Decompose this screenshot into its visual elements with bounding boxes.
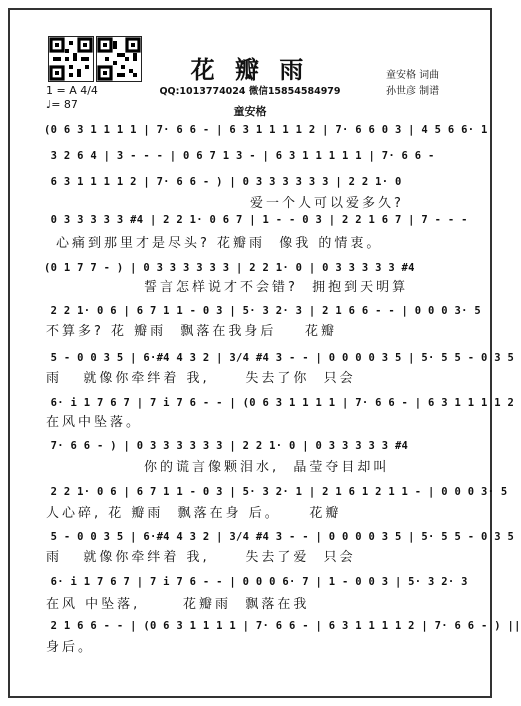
tempo-marking: ♩= 87 — [46, 98, 78, 111]
notation-line: 6· i 1 7 6 7 | 7 i 7 6 - - | 0 0 0 6· 7 | 1 - 0 0 3 | 5· 3 2· 3 — [44, 576, 468, 588]
lyricist-credit: 童安格 词曲 — [386, 70, 440, 81]
lyric-line: 身后。 — [46, 640, 95, 655]
lyric-line: 在风中坠落。 — [46, 415, 143, 430]
lyric-line: 不算多? 花 瓣雨 飘落在我身后 花瓣 — [46, 324, 337, 339]
notation-line: 2 2 1· 0 6 | 6 7 1 1 - 0 3 | 5· 3 2· 1 | 2 1 6 1 2 1 1 - | 0 0 0 3· 5 — [44, 486, 508, 498]
notation-line: 6· i 1 7 6 7 | 7 i 7 6 - - | (0 6 3 1 1 1 1 | 7· 6 6 - | 6 3 1 1 1 1 2 — [44, 397, 515, 409]
notation-line: (0 1 7 7 - ) | 0 3 3 3 3 3 3 | 2 2 1· 0 | 0 3 3 3 3 3 #4 — [44, 262, 415, 274]
lyric-line: 在风 中坠落, 花瓣雨 飘落在我 — [46, 597, 310, 612]
lyric-line: 爱一个人可以爱多久? — [250, 196, 404, 211]
notation-line: (0 6 3 1 1 1 1 | 7· 6 6 - | 6 3 1 1 1 1 2 | 7· 6 6 0 3 | 4 5 6 6· 1 — [44, 124, 488, 136]
lyric-line: 誓言怎样说才不会错? 拥抱到天明算 — [144, 280, 409, 295]
notation-line: 7· 6 6 - ) | 0 3 3 3 3 3 3 | 2 2 1· 0 | 0 3 3 3 3 3 #4 — [44, 440, 409, 452]
notation-line: 6 3 1 1 1 1 2 | 7· 6 6 - ) | 0 3 3 3 3 3 3 | 2 2 1· 0 — [44, 176, 402, 188]
song-title: 花 瓣 雨 — [190, 55, 310, 84]
notation-line: 2 2 1· 0 6 | 6 7 1 1 - 0 3 | 5· 3 2· 3 | 2 1 6 6 - - | 0 0 0 3· 5 — [44, 305, 482, 317]
notation-line: 2 1 6 6 - - | (0 6 3 1 1 1 1 | 7· 6 6 - | 6 3 1 1 1 1 2 | 7· 6 6 - ) || — [44, 620, 521, 632]
singer-name: 童安格 — [233, 105, 267, 118]
lyric-line: 人心碎, 花 瓣雨 飘落在身 后。 花瓣 — [46, 506, 342, 521]
lyric-line: 心痛到那里才是尽头? 花瓣雨 像我 的情衷。 — [56, 236, 383, 251]
lyric-line: 雨 就像你牵绊着 我, 失去了爱 只会 — [46, 550, 356, 565]
key-signature: 1 = A 4/4 — [46, 84, 98, 97]
lyric-line: 你的谎言像颗泪水, 晶莹夺目却叫 — [144, 460, 390, 475]
notation-line: 5 - 0 0 3 5 | 6·#4 4 3 2 | 3/4 #4 3 - - | 0 0 0 0 3 5 | 5· 5 5 - 0 3 5 — [44, 531, 515, 543]
lyric-line: 雨 就像你牵绊着 我, 失去了你 只会 — [46, 371, 356, 386]
notation-line: 5 - 0 0 3 5 | 6·#4 4 3 2 | 3/4 #4 3 - - | 0 0 0 0 3 5 | 5· 5 5 - 0 3 5 — [44, 352, 515, 364]
arranger-credit: 孙世彦 制谱 — [386, 86, 440, 97]
notation-line: 0 3 3 3 3 3 #4 | 2 2 1· 0 6 7 | 1 - - 0 3 | 2 2 1 6 7 | 7 - - - — [44, 214, 468, 226]
notation-line: 3 2 6 4 | 3 - - - | 0 6 7 1 3 - | 6 3 1 1 1 1 1 | 7· 6 6 - — [44, 150, 435, 162]
contact-info: QQ:1013774024 微信15854584979 — [159, 86, 341, 97]
